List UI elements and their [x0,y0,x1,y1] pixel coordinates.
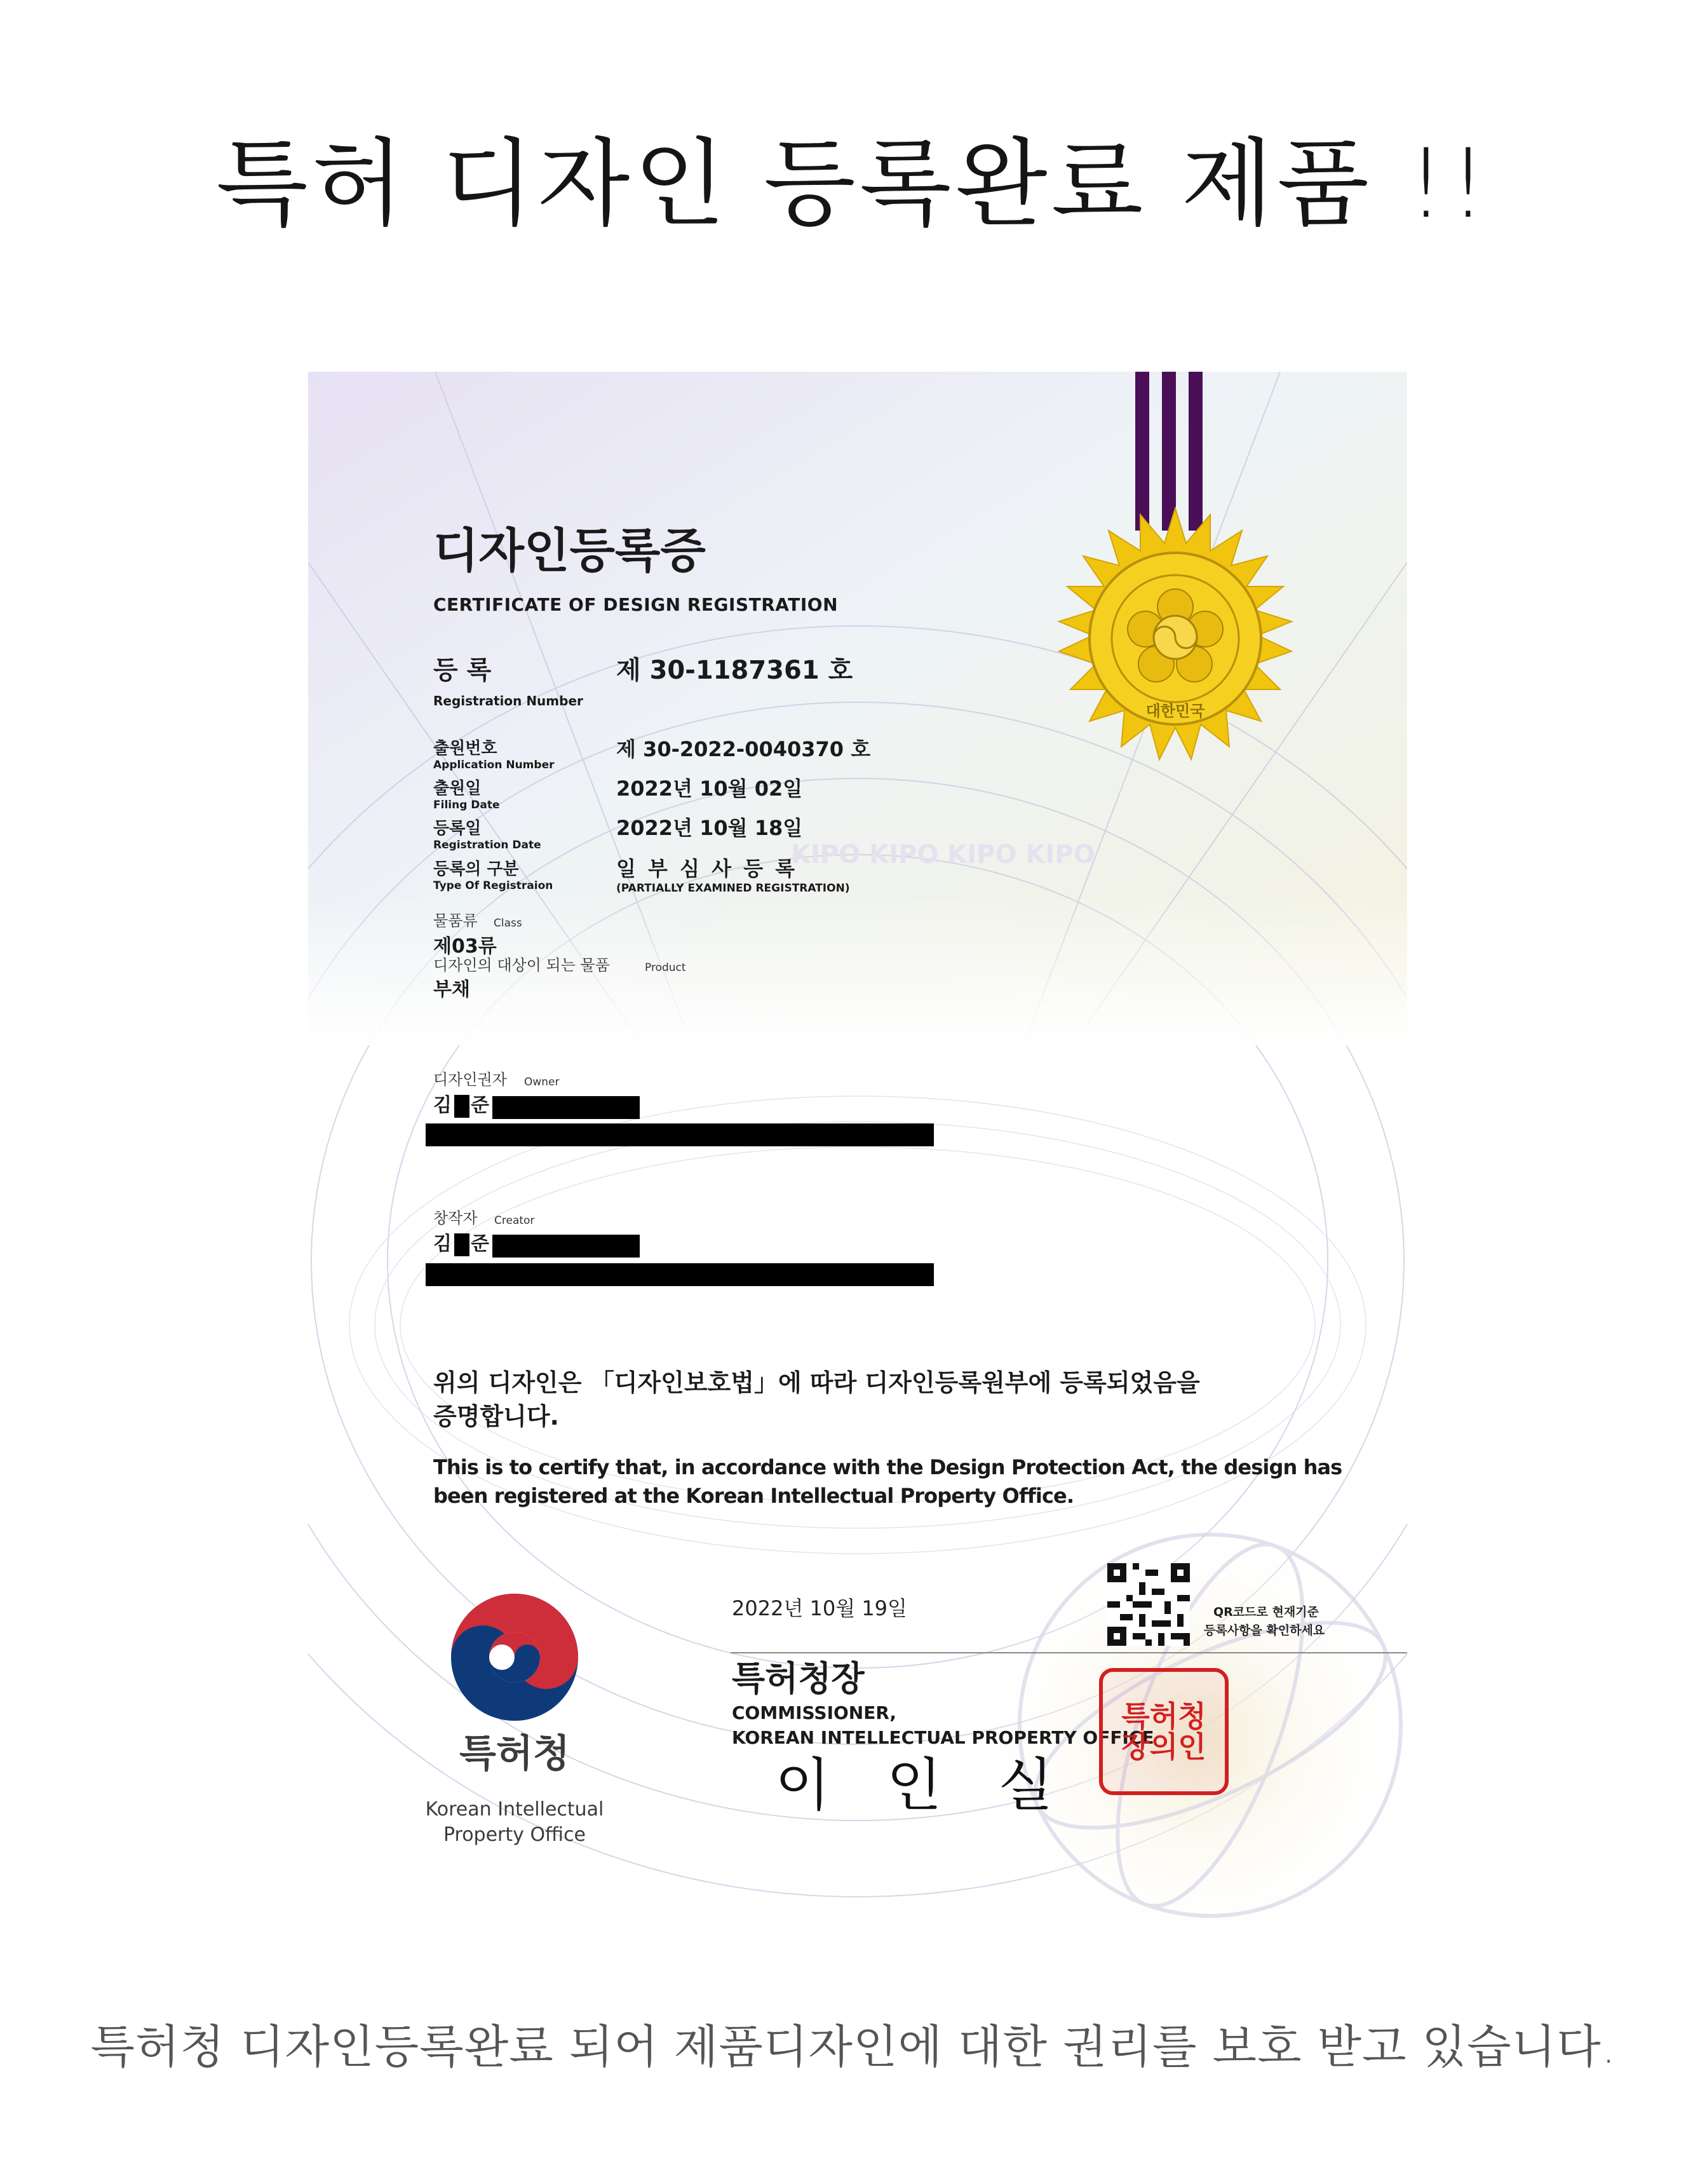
filing-label-ko: 출원일 [433,779,482,798]
issuer-en-line1: COMMISSIONER, [732,1702,897,1723]
issue-date: 2022년 10월 19일 [732,1596,907,1620]
redaction-bar [492,1096,640,1119]
app-value: 제 30-2022-0040370 호 [616,737,871,761]
page-footer: 특허청 디자인등록완료 되어 제품디자인에 대한 권리를 보호 받고 있습니다. [90,2020,1617,2073]
signature: 이 인 실 [775,1752,1073,1819]
product-label-en: Product [645,961,686,974]
issuer-en-line2: KOREAN INTELLECTUAL PROPERTY OFFICE [732,1727,1154,1748]
type-label-ko: 등록의 구분 [433,860,519,879]
regdate-label-ko: 등록일 [433,819,482,838]
owner-name-first: 김 [433,1094,452,1116]
creator-name-last: 준 [471,1233,489,1255]
certificate-title-en: CERTIFICATE OF DESIGN REGISTRATION [433,594,839,615]
kipo-taegeuk-logo [449,1592,580,1723]
regdate-label-en: Registration Date [433,839,541,851]
kipo-watermark: KIPO KIPO KIPO KIPO [791,840,1095,869]
kipo-logo-en-line1: Korean Intellectual [425,1798,604,1821]
type-label-en: Type Of Registraion [433,879,553,892]
type-value-en: (PARTIALLY EXAMINED REGISTRATION) [616,882,850,895]
statement-en-line2: been registered at the Korean Intellectual Property Office. [433,1484,1074,1508]
creator-label-en: Creator [494,1214,535,1227]
reg-value: 제 30-1187361 호 [616,656,853,685]
creator-label-ko: 창작자 [433,1209,478,1227]
class-label-en: Class [494,917,522,930]
medal-text: 대한민국 [1145,702,1205,720]
product-label-ko: 디자인의 대상이 되는 물품 [433,956,610,974]
design-registration-certificate [308,372,1407,1932]
divider-line [731,1652,1407,1653]
official-seal [1099,1668,1229,1795]
qr-note-line1: QR코드로 현재기준 [1213,1605,1319,1619]
class-value: 제03류 [433,935,497,958]
gold-medal-emblem [1039,505,1312,778]
redaction-bar [454,1095,469,1118]
product-value: 부채 [433,979,470,1001]
app-label-en: Application Number [433,759,555,771]
qr-code [1107,1563,1190,1646]
redaction-bar [454,1233,469,1256]
filing-label-en: Filing Date [433,799,500,811]
kipo-logo-en-line2: Property Office [443,1824,586,1846]
kipo-logo-ko: 특허청 [459,1732,570,1776]
reg-label-ko: 등 록 [433,656,492,685]
reg-label-en: Registration Number [433,693,583,709]
creator-name-first: 김 [433,1233,452,1255]
filing-value: 2022년 10월 02일 [616,777,803,801]
redaction-bar [492,1235,640,1258]
seal-text: 특허청장의인 [1121,1699,1206,1764]
app-label-ko: 출원번호 [433,739,497,758]
page-headline: 특허 디자인 등록완료 제품 !! [216,129,1491,240]
owner-name-last: 준 [471,1094,489,1116]
regdate-value: 2022년 10월 18일 [616,816,803,840]
qr-note-line2: 등록사항을 확인하세요 [1204,1624,1325,1638]
class-label-ko: 물품류 [433,912,478,930]
statement-ko-line1: 위의 디자인은 「디자인보호법」에 따라 디자인등록원부에 등록되었음을 [433,1369,1200,1397]
owner-label-en: Owner [524,1076,560,1089]
issuer-ko: 특허청장 [732,1658,865,1699]
type-value-ko: 일 부 심 사 등 록 [616,857,798,881]
redaction-bar [426,1263,934,1286]
owner-label-ko: 디자인권자 [433,1071,507,1089]
statement-ko-line2: 증명합니다. [433,1402,559,1430]
certificate-title-ko: 디자인등록증 [433,524,706,578]
statement-en-line1: This is to certify that, in accordance with the Design Protection Act, the design has [433,1455,1342,1479]
redaction-bar [426,1123,934,1146]
